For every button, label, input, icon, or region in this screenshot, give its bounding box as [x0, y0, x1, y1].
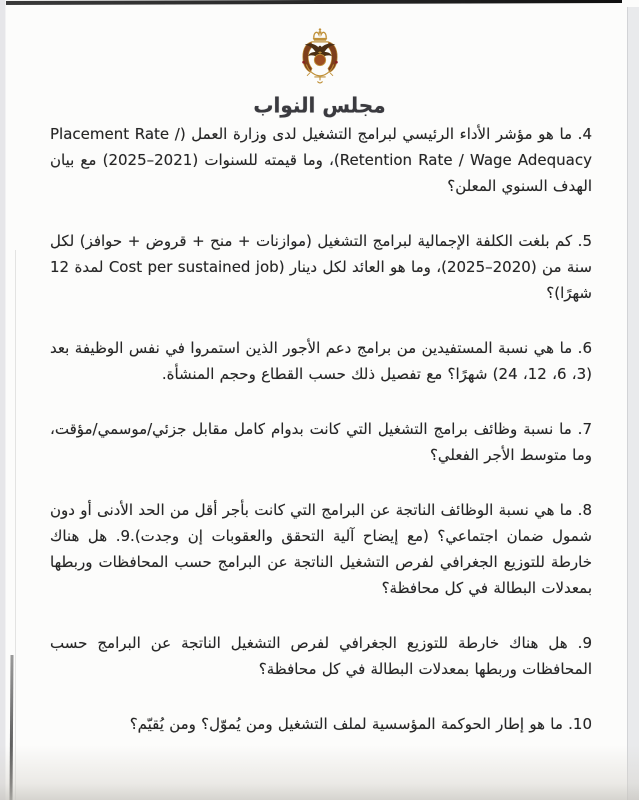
- question-6: 6. ما هي نسبة المستفيدين من برامج دعم الأجور الذين استمروا في نفس الوظيفة بعد (3، 6، 12، 24) شهرًا؟ مع تفصيل ذلك حسب القطاع وحجم المنشأة.: [50, 339, 592, 383]
- scan-edge-right: [627, 7, 639, 800]
- question-7: 7. ما نسبة وظائف برامج التشغيل التي كانت بدوام كامل مقابل جزئي/موسمي/مؤقت، وما متوسط الأجر الفعلي؟: [50, 420, 592, 464]
- question-5: 5. كم بلغت الكلفة الإجمالية لبرامج التشغيل (موازنات + منح + قروض + حوافز) لكل سنة من (2020–2025)، وما هو العائد لكل دينار (Cost per sustained job لمدة 12 شهرًا)؟: [50, 232, 593, 302]
- crown-icon: [312, 28, 327, 40]
- scan-edge-top: [0, 0, 622, 5]
- question-9: 9. هل هناك خارطة للتوزيع الجغرافي لفرص التشغيل الناتجة عن البرامج حسب المحافظات وربطها بمعدلات البطالة في كل محافظة؟: [50, 634, 592, 678]
- scan-edge-left: [0, 0, 6, 800]
- parliament-name-calligraphy: مجلس النواب: [253, 92, 386, 118]
- question-10: 10. ما هو إطار الحوكمة المؤسسية لملف التشغيل ومن يُموّل؟ ومن يُقيّم؟: [129, 715, 592, 733]
- question-4: 4. ما هو مؤشر الأداء الرئيسي لبرامج التشغيل لدى وزارة العمل (Placement Rate / Retention Rate / Wage Adequacy)، وما قيمته للسنوات (2021–2025) مع بيان الهدف السنوي المعلن؟: [50, 125, 592, 195]
- question-8: 8. ما هي نسبة الوظائف الناتجة عن البرامج التي كانت بأجر أقل من الحد الأدنى أو دون شمول ضمان اجتماعي؟ (مع إيضاح آلية التحقق والعقوبات إن وجدت).9. هل هناك خارطة للتوزيع الجغرافي لفرص التشغيل الناتجة عن البرامج حسب المحافظات وربطها بمعدلات البطالة في كل محافظة؟: [50, 501, 592, 597]
- scan-fold-line: [15, 250, 16, 800]
- questions-list: [50, 121, 592, 766]
- letterhead: [0, 26, 639, 117]
- jordan-coat-of-arms: [286, 26, 354, 86]
